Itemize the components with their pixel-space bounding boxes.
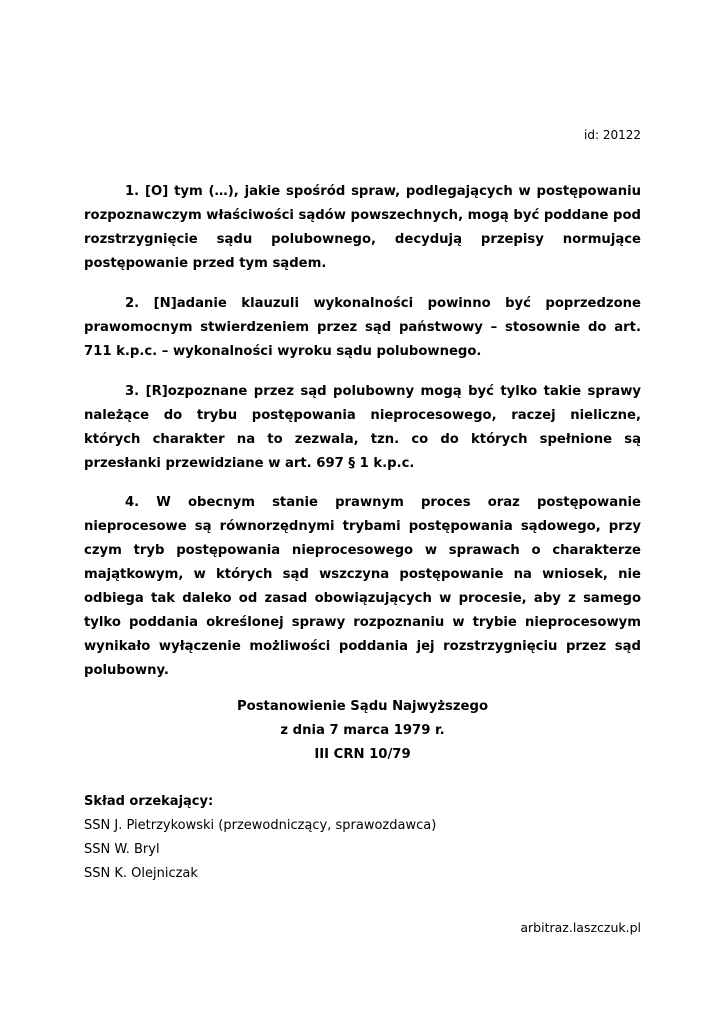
ruling-title: Postanowienie Sądu Najwyższego	[236, 699, 488, 714]
ruling-case-number: III CRN 10/79	[314, 747, 411, 762]
judges-panel	[84, 790, 641, 886]
panel-member-presiding: SSN J. Pietrzykowski (przewodniczący, sprawozdawca)	[84, 818, 437, 833]
panel-heading: Skład orzekający:	[84, 794, 214, 809]
thesis-4: 4. W obecnym stanie prawnym proces oraz postępowanie nieprocesowe są równorzędnymi trybami postępowania sądowego, przy czym tryb postępowania nieprocesowego w sprawach o charakterze majątkowym, w których sąd wszczyna postępowanie na wniosek, nie odbiega tak daleko od zasad obowiązujących w procesie, aby z samego tylko poddania określonej sprawy rozpoznaniu w trybie nieprocesowym wynikało wyłączenie możliwości poddania jej rozstrzygnięciu przez sąd polubowny.	[84, 495, 641, 678]
source-website: arbitraz.laszczuk.pl	[520, 920, 641, 935]
ruling-block	[84, 695, 641, 767]
thesis-2: 2. [N]adanie klauzuli wykonalności powinno być poprzedzone prawomocnym stwierdzeniem przez sąd państwowy – stosownie do art. 711 k.p.c. – wykonalności wyroku sądu polubownego.	[84, 296, 641, 359]
panel-member: SSN K. Olejniczak	[84, 866, 198, 881]
thesis-3: 3. [R]ozpoznane przez sąd polubowny mogą być tylko takie sprawy należące do trybu postępowania nieprocesowego, raczej nieliczne, których charakter na to zezwala, tzn. co do których spełnione są przesłanki przewidziane w art. 697 § 1 k.p.c.	[84, 384, 641, 471]
thesis-1: 1. [O] tym (…), jakie spośród spraw, podlegających w postępowaniu rozpoznawczym właściwości sądów powszechnych, mogą być poddane pod rozstrzygnięcie sądu polubownego, decydują przepisy normujące postępowanie przed tym sądem.	[84, 184, 641, 271]
ruling-date: z dnia 7 marca 1979 r.	[280, 723, 445, 738]
panel-member: SSN W. Bryl	[84, 842, 160, 857]
document-id: id: 20122	[584, 128, 641, 142]
